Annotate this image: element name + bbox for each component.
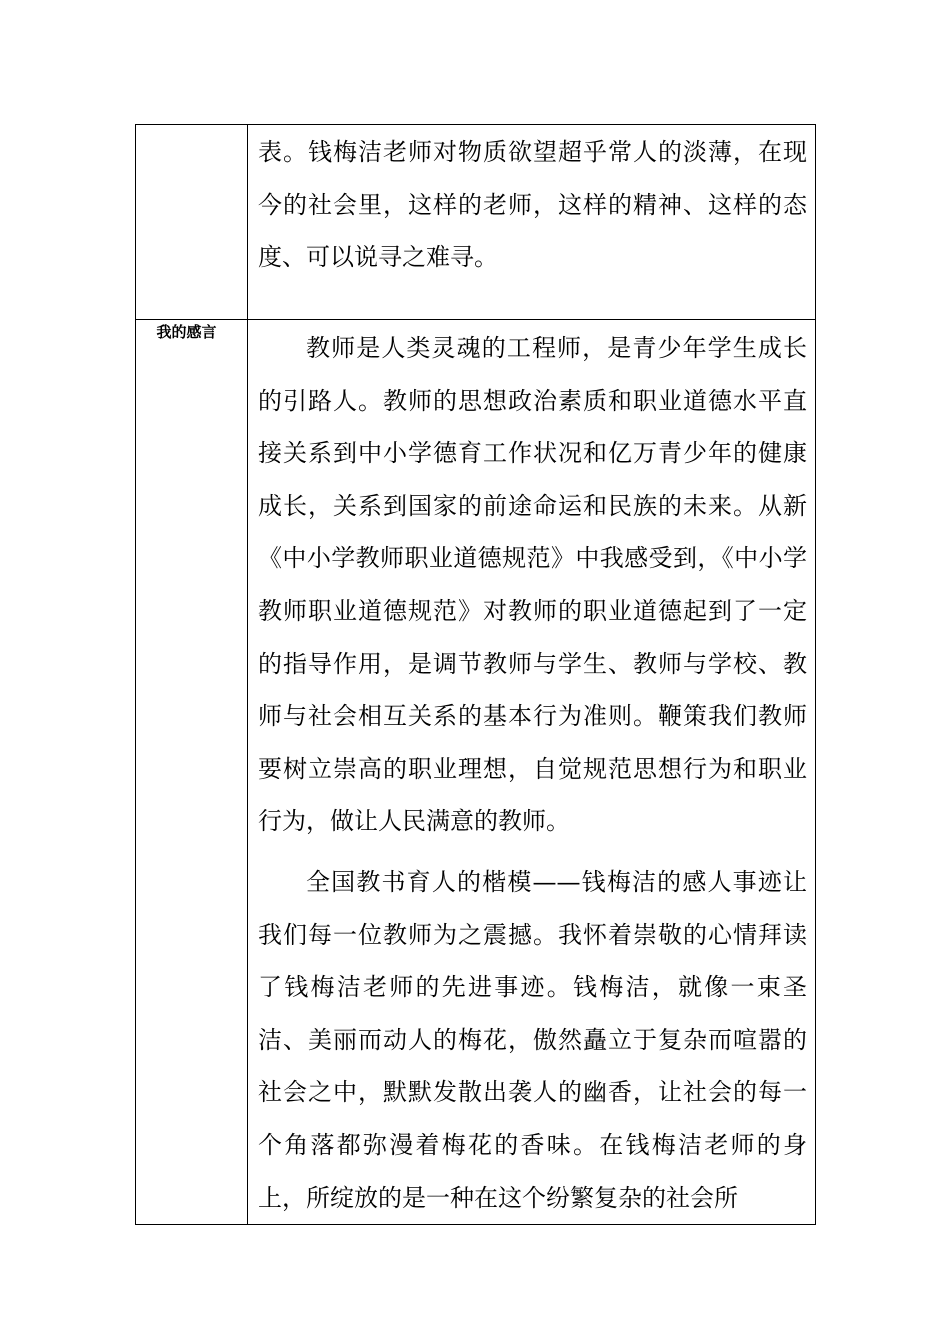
content-cell [248,125,816,320]
label-cell [136,320,248,1225]
continued-paragraph: 表。钱梅洁老师对物质欲望超乎常人的淡薄，在现今的社会里，这样的老师，这样的精神、这样的态度、可以说寻之难寻。 [258,138,807,272]
document-table [135,124,816,1225]
table-row [136,125,816,320]
reflection-paragraph-2: 全国教书育人的楷模——钱梅洁的感人事迹让我们每一位教师为之震撼。我怀着崇敬的心情拜读了钱梅洁老师的先进事迹。钱梅洁，就像一束圣洁、美丽而动人的梅花，傲然矗立于复杂而喧嚣的社会之中，默默发散出袭人的幽香，让社会的每一个角落都弥漫着梅花的香味。在钱梅洁老师的身上，所绽放的是一种在这个纷繁复杂的社会所 [258,867,807,1212]
reflection-paragraph-1: 教师是人类灵魂的工程师，是青少年学生成长的引路人。教师的思想政治素质和职业道德水平直接关系到中小学德育工作状况和亿万青少年的健康成长，关系到国家的前途命运和民族的未来。从新《中小学教师职业道德规范》中我感受到，《中小学教师职业道德规范》对教师的职业道德起到了一定的指导作用，是调节教师与学生、教师与学校、教师与社会相互关系的基本行为准则。鞭策我们教师要树立崇高的职业理想，自觉规范思想行为和职业行为，做让人民满意的教师。 [258,334,807,836]
table-row [136,320,816,1225]
row-label-reflections: 我的感言 [156,323,217,341]
content-cell [248,320,816,1225]
row-label [136,125,247,127]
label-cell [136,125,248,320]
